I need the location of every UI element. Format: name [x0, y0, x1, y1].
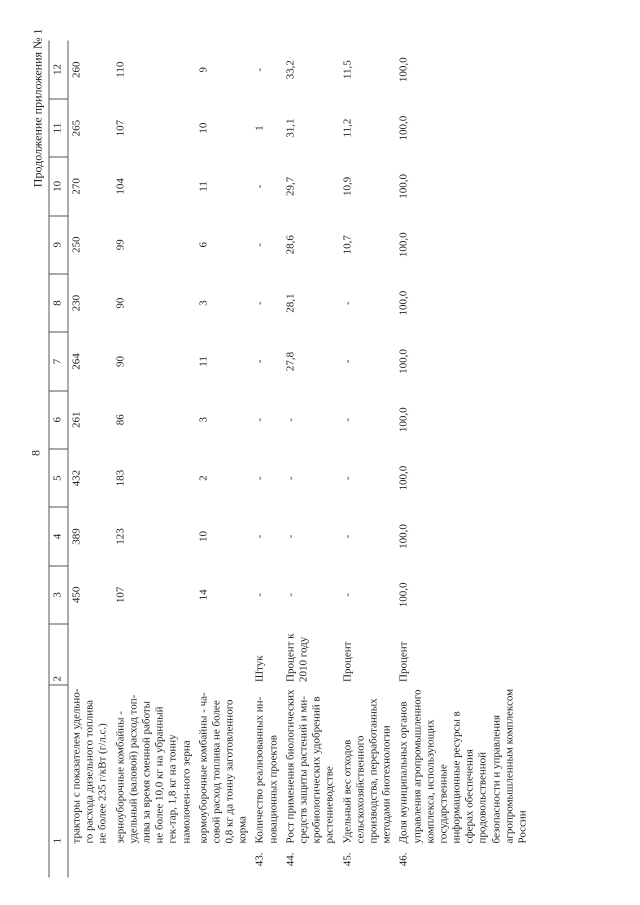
row-value: 28,6	[283, 234, 296, 254]
row-value: 9	[196, 66, 209, 72]
row-value: -	[253, 417, 266, 422]
row-value: 100,0	[397, 173, 410, 199]
rotated-page	[20, 20, 620, 885]
row-value: -	[283, 534, 296, 538]
row-indicator-name: зерноуборочные комбайны - удельный (валовой) расход топ-лива за время сменной работы не более 10,0 кг на убранный гек-тар, 1,8 кг на тонну намолочен-ного зерна	[113, 694, 192, 843]
row-unit: Штук	[253, 654, 266, 682]
row-value: 100,0	[397, 348, 410, 374]
row-value: 10	[196, 122, 209, 134]
row-value: 110	[113, 61, 126, 78]
header-unit-cell: 2	[49, 624, 68, 685]
row-value: 11,5	[340, 59, 353, 79]
row-value: -	[253, 242, 266, 247]
row-value: 107	[113, 586, 126, 603]
row-index	[195, 846, 252, 877]
header-col-cell: 9	[49, 215, 68, 273]
row-value: 389	[70, 527, 82, 545]
row-value: -	[253, 67, 266, 72]
row-value: 107	[113, 119, 126, 136]
row-value: 3	[196, 299, 209, 306]
header-name-cell: 1	[49, 685, 68, 847]
row-value: -	[253, 592, 266, 597]
header-col-cell: 8	[49, 273, 68, 331]
row-value: 100,0	[397, 56, 410, 82]
row-value: -	[340, 300, 353, 305]
table-row	[282, 40, 339, 877]
row-value: 100,0	[397, 406, 410, 432]
row-value: -	[283, 417, 296, 422]
row-value: 90	[113, 355, 126, 367]
row-value: 86	[113, 413, 126, 425]
row-value: 29,7	[283, 176, 296, 196]
table-row	[339, 40, 396, 877]
row-value: -	[340, 534, 353, 538]
row-unit	[68, 624, 112, 685]
header-col-cell: 12	[49, 40, 68, 98]
header-col-cell: 10	[49, 157, 68, 215]
header-col-cell: 5	[49, 448, 68, 506]
row-value: 2	[196, 474, 209, 481]
row-value: -	[340, 475, 353, 480]
header-col-cell: 7	[49, 332, 68, 390]
row-index: 44.	[283, 852, 296, 866]
row-value: 260	[70, 60, 82, 78]
row-value: 100,0	[397, 465, 410, 491]
row-indicator-name: Количество реализованных ин-новационных проектов	[253, 696, 279, 843]
row-indicator-name: Удельный вес отходов сельскохозяйственного производства, переработанных методами биотехнологии	[340, 697, 393, 843]
row-value: -	[253, 300, 266, 305]
table-row	[395, 40, 531, 877]
row-value: -	[253, 534, 266, 538]
row-index: 45.	[340, 852, 353, 866]
row-value: -	[340, 592, 353, 597]
row-value: 11,2	[340, 118, 353, 137]
row-value: -	[253, 359, 266, 363]
header-col-cell: 11	[49, 98, 68, 156]
row-index	[68, 846, 112, 877]
row-value: 28,1	[283, 292, 296, 313]
row-value: 99	[113, 238, 126, 250]
row-value: 11	[196, 180, 209, 192]
row-value: 265	[70, 119, 82, 136]
row-value: 104	[113, 177, 126, 195]
row-value: 123	[113, 527, 126, 545]
row-unit: Процент	[397, 641, 410, 682]
table-header-row	[49, 40, 68, 877]
table-row	[195, 40, 252, 877]
row-indicator-name: Доля муниципальных органов управления агропромышленного комплекса, использующих государственные информационные ресурсы в сферах обеспечения продовольственной безопасности и управления агропромышленным комплексом России	[397, 688, 528, 843]
row-unit: Процент к 2010 году	[283, 632, 309, 682]
row-value: 100,0	[397, 290, 410, 315]
row-indicator-name: тракторы с показателем удельно-го расхода дизельного топлива не более 235 г/кВт (г/л.с.)	[70, 688, 109, 843]
table-row	[112, 40, 195, 877]
row-value: -	[253, 184, 266, 188]
row-value: -	[340, 359, 353, 363]
row-value: -	[340, 417, 353, 422]
row-value: 10,9	[340, 176, 353, 196]
header-col-cell: 3	[49, 565, 68, 623]
row-value: 10,7	[340, 234, 353, 254]
row-value: 31,1	[283, 117, 296, 138]
row-value: 6	[196, 241, 209, 248]
continuation-title: Продолжение приложения № 1	[30, 28, 44, 187]
row-value: 432	[70, 469, 82, 486]
page-number: 8	[28, 449, 42, 456]
table-row	[251, 40, 281, 877]
row-value: -	[283, 592, 296, 597]
row-index	[112, 846, 195, 877]
row-unit	[195, 624, 252, 685]
indicator-table	[48, 40, 531, 877]
row-value: 14	[196, 588, 209, 600]
row-value: 264	[70, 352, 82, 370]
row-value: -	[253, 475, 266, 480]
row-value: 1	[253, 124, 266, 131]
row-value: 33,2	[283, 59, 296, 79]
row-indicator-name: Рост применения биологических средств защиты растений и ми-кробиологических удобрений в растениеводстве	[283, 688, 336, 843]
row-value: 100,0	[397, 115, 410, 140]
table-body	[68, 40, 532, 877]
header-col-cell: 6	[49, 390, 68, 448]
row-value: 27,8	[283, 351, 296, 371]
table-row	[68, 40, 112, 877]
row-value: 183	[113, 469, 126, 486]
row-unit: Процент	[340, 641, 353, 682]
row-index: 43.	[253, 852, 266, 866]
row-value: 250	[70, 236, 82, 253]
row-value: 100,0	[397, 523, 410, 549]
row-value: 270	[70, 177, 82, 195]
row-indicator-name: кормоуборочные комбайны - ча-совой расход топлива не более 0,8 кг да тонну заготовленного корма	[196, 691, 249, 843]
row-value: 90	[113, 297, 126, 309]
header-index-cell	[49, 846, 68, 877]
row-value: 261	[70, 411, 82, 428]
row-value: 10	[196, 530, 209, 542]
row-value: -	[283, 475, 296, 480]
row-value: 230	[70, 294, 82, 311]
row-index: 46.	[397, 852, 410, 866]
row-unit	[112, 624, 195, 685]
row-value: 11	[196, 355, 209, 367]
row-value: 3	[196, 416, 209, 423]
row-value: 100,0	[397, 581, 410, 607]
row-value: 450	[70, 586, 82, 603]
header-col-cell: 4	[49, 507, 68, 565]
row-value: 100,0	[397, 231, 410, 257]
